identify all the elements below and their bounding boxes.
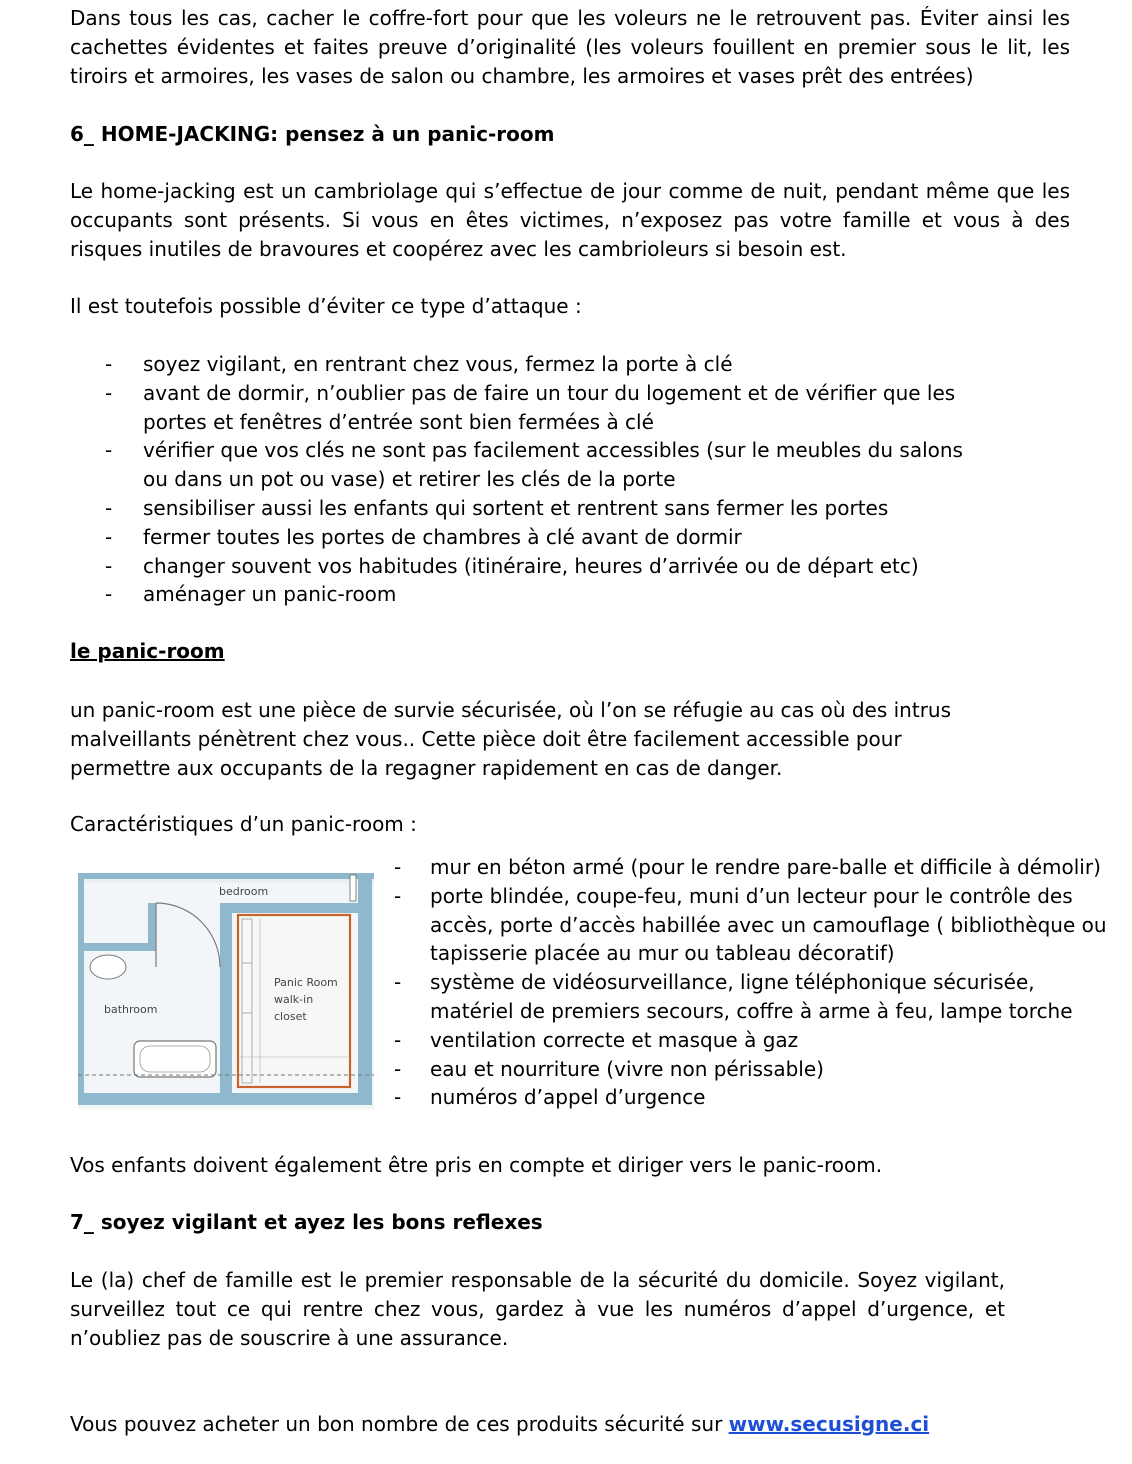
section6-paragraph: Le home-jacking est un cambriolage qui s’effectue de jour comme de nuit, pendant même que les occupants sont présents. Si vous en êtes victimes, n’exposez pas votre famille et vous à des risques inutiles de bravoures et coopérez avec les cambrioleurs si besoin est. — [70, 179, 1070, 261]
characteristics-label: Caractéristiques d’un panic-room : — [70, 812, 417, 836]
panic-room-label: Panic Room — [274, 976, 338, 989]
list-item: - vérifier que vos clés ne sont pas facilement accessibles (sur le meubles du salons ou dans un pot ou vase) et retirer les clés de la porte — [70, 436, 970, 494]
list-item: - mur en béton armé (pour le rendre pare-balle et difficile à démolir) — [394, 853, 1109, 882]
section7-heading: 7_ soyez vigilant et ayez les bons reflexes — [70, 1210, 543, 1234]
bedroom-label: bedroom — [219, 885, 269, 898]
panic-room-paragraph: un panic-room est une pièce de survie sécurisée, où l’on se réfugie au cas où des intrus malveillants pénètrent chez vous.. Cette pièce doit être facilement accessible pour permettre aux occupants de la regagner rapidement en cas de danger. — [70, 698, 952, 780]
footer-line — [70, 1410, 1070, 1439]
intro-paragraph: Dans tous les cas, cacher le coffre-fort pour que les voleurs ne le retrouvent pas. Éviter ainsi les cachettes évidentes et faites preuve d’originalité (les voleurs fouillent en premier sous le lit, les tiroirs et armoires, les vases de salon ou chambre, les armoires et vases prêt des entrées) — [70, 6, 1070, 88]
list-item: - ventilation correcte et masque à gaz — [394, 1026, 1109, 1055]
list-item: - aménager un panic-room — [70, 580, 970, 609]
children-note: Vos enfants doivent également être pris en compte et diriger vers le panic-room. — [70, 1153, 883, 1177]
secusigne-link[interactable]: www.secusigne.ci — [728, 1412, 930, 1436]
list-item: - porte blindée, coupe-feu, muni d’un lecteur pour le contrôle des accès, porte d’accès habillée avec un camouflage ( bibliothèque ou tapisserie placée au mur ou tableau décoratif) — [394, 882, 1109, 968]
section6-heading: 6_ HOME-JACKING: pensez à un panic-room — [70, 122, 555, 146]
panic-room-floorplan — [78, 873, 374, 1109]
characteristics-list — [394, 853, 1109, 1112]
panic-room-heading: le panic-room — [70, 639, 225, 663]
list-item: - fermer toutes les portes de chambres à clé avant de dormir — [70, 523, 970, 552]
section6-lead: Il est toutefois possible d’éviter ce type d’attaque : — [70, 294, 582, 318]
list-item: - changer souvent vos habitudes (itinéraire, heures d’arrivée ou de départ etc) — [70, 552, 970, 581]
list-item: - soyez vigilant, en rentrant chez vous, fermez la porte à clé — [70, 350, 970, 379]
footer-text: Vous pouvez acheter un bon nombre de ces produits sécurité sur — [70, 1412, 729, 1436]
section7-paragraph: Le (la) chef de famille est le premier responsable de la sécurité du domicile. Soyez vigilant, surveillez tout ce qui rentre chez vous, gardez à vue les numéros d’appel d’urgence, et n’oubliez pas de souscrire à une assurance. — [70, 1268, 1005, 1350]
prevention-list — [70, 350, 970, 609]
list-item: - avant de dormir, n’oublier pas de faire un tour du logement et de vérifier que les portes et fenêtres d’entrée sont bien fermées à clé — [70, 379, 970, 437]
list-item: - système de vidéosurveillance, ligne téléphonique sécurisée, matériel de premiers secours, coffre à arme à feu, lampe torche — [394, 968, 1109, 1026]
walk-in-label: walk-in — [274, 993, 314, 1006]
bathroom-label: bathroom — [104, 1003, 158, 1016]
list-item: - sensibiliser aussi les enfants qui sortent et rentrent sans fermer les portes — [70, 494, 970, 523]
list-item: - eau et nourriture (vivre non périssable) — [394, 1055, 1109, 1084]
list-item: - numéros d’appel d’urgence — [394, 1083, 1109, 1112]
closet-label: closet — [274, 1010, 307, 1023]
